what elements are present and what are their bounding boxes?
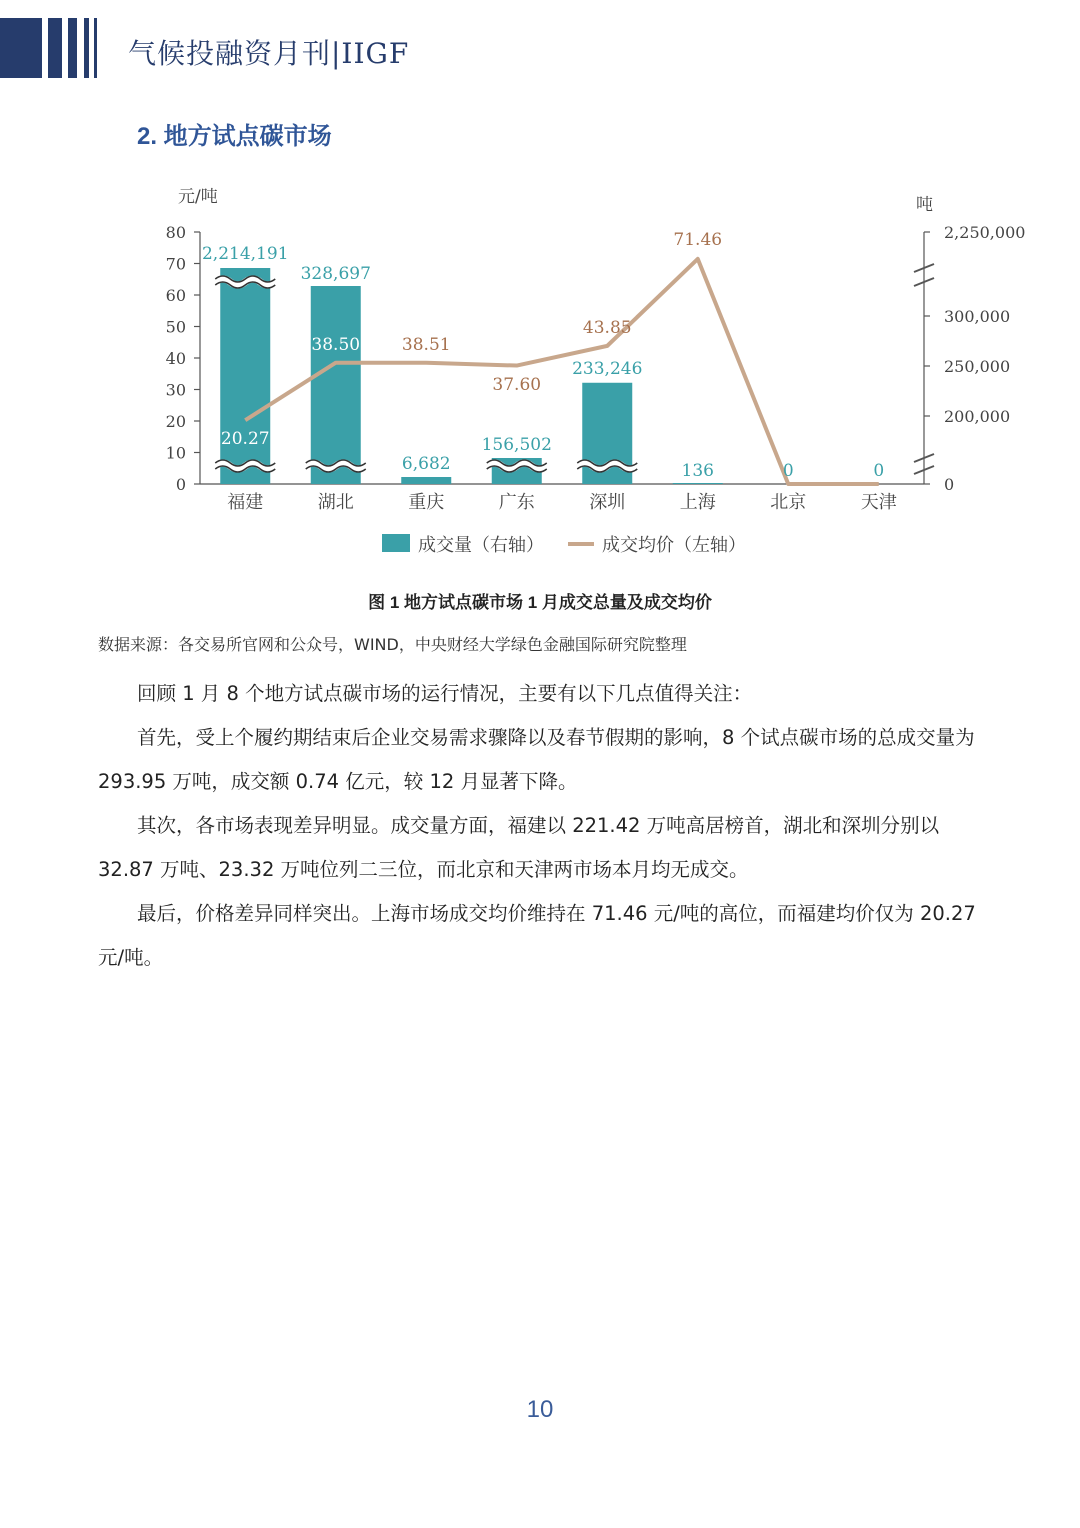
left-tick-label: 40 bbox=[165, 349, 186, 368]
category-label: 湖北 bbox=[317, 492, 354, 513]
legend-bar-label: 成交量（右轴） bbox=[418, 535, 544, 556]
data-labels bbox=[202, 230, 884, 481]
category-label: 福建 bbox=[227, 492, 264, 513]
paragraph: 首先，受上个履约期结束后企业交易需求骤降以及春节假期的影响，8 个试点碳市场的总成交量为 293.95 万吨，成交额 0.74 亿元，较 12 月显著下降。 bbox=[98, 726, 975, 793]
bar bbox=[220, 268, 270, 484]
line-value-label: 37.60 bbox=[492, 375, 542, 395]
bar-value-label: 6,682 bbox=[401, 454, 451, 474]
category-labels bbox=[227, 492, 897, 513]
bar-value-label: 233,246 bbox=[572, 359, 643, 379]
legend-bar-swatch bbox=[382, 534, 410, 552]
category-label: 深圳 bbox=[589, 492, 626, 513]
category-label: 北京 bbox=[770, 492, 807, 513]
left-tick-label: 30 bbox=[165, 380, 186, 400]
paragraph: 其次，各市场表现差异明显。成交量方面，福建以 221.42 万吨高居榜首，湖北和深圳分别以 32.87 万吨、23.32 万吨位列二三位，而北京和天津两市场本月均无成交。 bbox=[98, 814, 940, 881]
left-axis-unit: 元/吨 bbox=[178, 187, 218, 207]
page-number: 10 bbox=[526, 1396, 554, 1423]
bar bbox=[401, 477, 451, 484]
bar-value-label: 0 bbox=[873, 461, 885, 481]
left-tick-label: 50 bbox=[165, 317, 186, 337]
paragraph: 最后，价格差异同样突出。上海市场成交均价维持在 71.46 元/吨的高位，而福建均价仅为 20.27 元/吨。 bbox=[98, 902, 976, 969]
right-tick-label: 250,000 bbox=[944, 357, 1011, 376]
line-value-label: 20.27 bbox=[220, 429, 270, 449]
line-value-label: 43.85 bbox=[582, 318, 632, 338]
right-tick-label: 200,000 bbox=[944, 407, 1011, 426]
left-tick-label: 0 bbox=[175, 475, 186, 494]
bar-series bbox=[215, 268, 723, 484]
data-source: 数据来源：各交易所官网和公众号，WIND，中央财经大学绿色金融国际研究院整理 bbox=[98, 635, 687, 654]
category-label: 天津 bbox=[860, 492, 897, 513]
bar-value-label: 156,502 bbox=[481, 435, 552, 455]
left-tick-label: 80 bbox=[165, 223, 186, 242]
bar-value-label: 136 bbox=[681, 461, 714, 481]
bar-value-label: 0 bbox=[782, 461, 794, 481]
line-value-label: 38.51 bbox=[401, 335, 451, 355]
left-tick-label: 70 bbox=[165, 254, 186, 274]
right-tick-label: 300,000 bbox=[944, 307, 1011, 326]
category-label: 重庆 bbox=[408, 492, 445, 513]
right-axis-unit: 吨 bbox=[916, 195, 933, 215]
bar bbox=[311, 286, 361, 484]
bar bbox=[673, 483, 723, 484]
category-label: 上海 bbox=[679, 492, 716, 513]
legend-line-label: 成交均价（左轴） bbox=[602, 535, 746, 556]
left-tick-label: 20 bbox=[165, 412, 186, 431]
chart-legend bbox=[382, 534, 746, 556]
figure-caption: 图 1 地方试点碳市场 1 月成交总量及成交均价 bbox=[368, 593, 712, 612]
bar-value-label: 328,697 bbox=[300, 264, 371, 284]
bar-value-label: 2,214,191 bbox=[201, 244, 289, 264]
paragraph: 回顾 1 月 8 个地方试点碳市场的运行情况，主要有以下几点值得关注： bbox=[137, 682, 753, 705]
left-tick-label: 60 bbox=[165, 286, 186, 305]
left-tick-label: 10 bbox=[165, 443, 186, 463]
body-text bbox=[98, 672, 986, 980]
section-heading: 2. 地方试点碳市场 bbox=[137, 123, 332, 150]
line-value-label: 38.50 bbox=[311, 335, 361, 355]
right-axis bbox=[914, 195, 1025, 494]
right-tick-label: 2,250,000 bbox=[944, 223, 1026, 242]
header-title: 气候投融资月刊|IIGF bbox=[128, 37, 410, 70]
carbon-market-chart bbox=[0, 170, 1080, 580]
line-value-label: 71.46 bbox=[673, 230, 723, 250]
category-label: 广东 bbox=[498, 492, 535, 513]
right-tick-label: 0 bbox=[944, 475, 955, 494]
